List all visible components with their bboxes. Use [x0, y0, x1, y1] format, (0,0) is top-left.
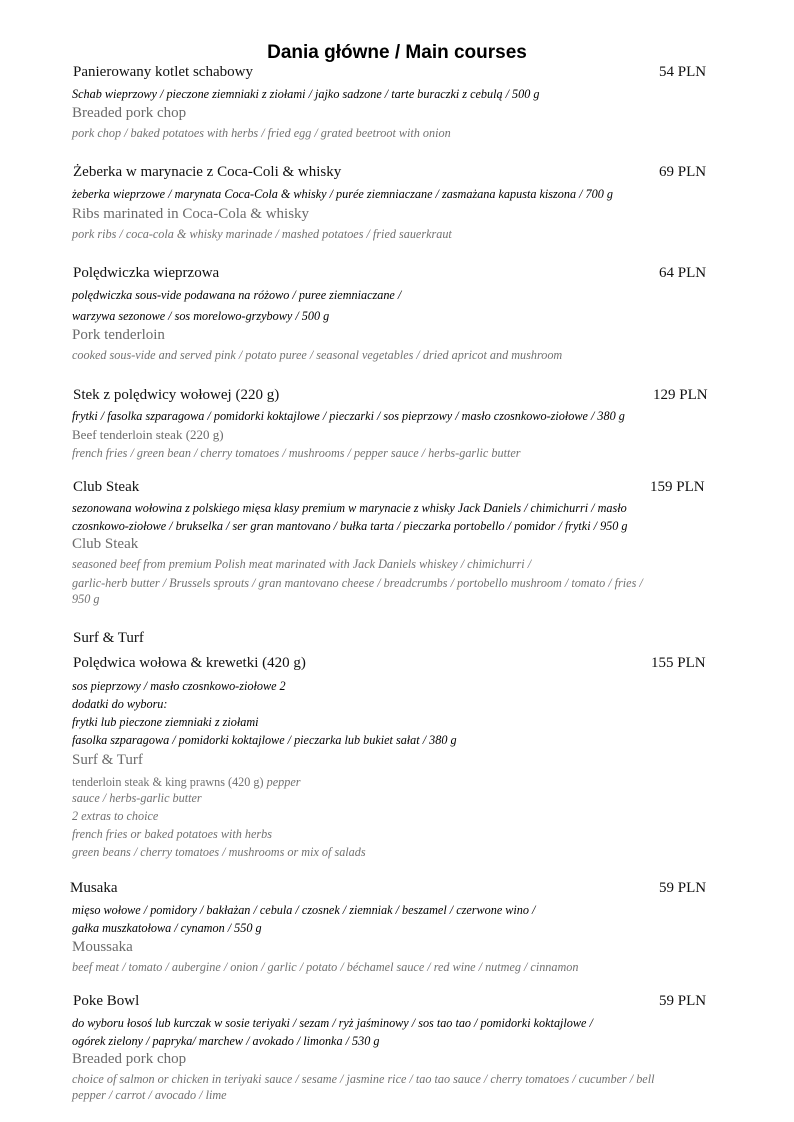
dish-price: 129 PLN	[653, 387, 708, 403]
dish-desc-pl: Schab wieprzowy / pieczone ziemniaki z ziołami / jajko sadzone / tarte buraczki z cebulą / 500 g	[72, 87, 540, 101]
dish-price: 54 PLN	[659, 64, 707, 80]
dish-price: 59 PLN	[659, 993, 707, 1009]
dish-desc-en: beef meat / tomato / aubergine / onion / garlic / potato / béchamel sauce / red wine / nutmeg / cinnamon	[72, 960, 579, 974]
dish-desc-en-tail: pepper	[263, 775, 301, 789]
dish-name-en: Beef tenderloin steak (220 g)	[72, 427, 224, 442]
dish-desc-pl: polędwiczka sous-vide podawana na różowo / puree ziemniaczane /	[72, 288, 402, 302]
dish-desc-pl: sos pieprzowy / masło czosnkowo-ziołowe 2	[72, 679, 286, 693]
dish-desc-en: pork ribs / coca-cola & whisky marinade / mashed potatoes / fried sauerkraut	[72, 227, 452, 241]
dish-desc-pl: fasolka szparagowa / pomidorki koktajlowe / pieczarka lub bukiet sałat / 380 g	[72, 733, 457, 747]
dish-desc-en: 950 g	[72, 592, 100, 606]
dish-desc-en: french fries or baked potatoes with herbs	[72, 827, 272, 841]
dish-desc-en: sauce / herbs-garlic butter	[72, 791, 202, 805]
dish-name-en: Pork tenderloin	[72, 327, 165, 343]
page-title: Dania główne / Main courses	[267, 42, 527, 63]
dish-desc-en: seasoned beef from premium Polish meat marinated with Jack Daniels whiskey / chimichurri /	[72, 557, 532, 571]
dish-name-pl: Żeberka w marynacie z Coca-Coli & whisky	[73, 164, 342, 180]
dish-name-pl: Club Steak	[73, 479, 140, 495]
dish-name-pl: Polędwiczka wieprzowa	[73, 265, 220, 281]
dish-desc-pl: do wyboru łosoś lub kurczak w sosie teriyaki / sezam / ryż jaśminowy / sos tao tao / pomidorki koktajlowe /	[72, 1016, 593, 1030]
section-label: Surf & Turf	[73, 630, 144, 646]
dish-desc-en: 2 extras to choice	[72, 809, 159, 823]
dish-desc-en: choice of salmon or chicken in teriyaki sauce / sesame / jasmine rice / tao tao sauce / cherry tomatoes / cucumber / bell	[72, 1072, 655, 1086]
dish-name-en: Club Steak	[72, 536, 139, 552]
dish-desc-en: pepper / carrot / avocado / lime	[72, 1088, 227, 1102]
dish-name-en: Moussaka	[72, 939, 133, 955]
dish-name-pl: Polędwica wołowa & krewetki (420 g)	[73, 655, 306, 671]
dish-desc-pl: żeberka wieprzowe / marynata Coca-Cola & whisky / purée ziemniaczane / zasmażana kapusta kiszona / 700 g	[72, 187, 613, 201]
dish-name-en: Breaded pork chop	[72, 1051, 187, 1067]
dish-desc-pl: sezonowana wołowina z polskiego mięsa klasy premium w marynacie z whisky Jack Daniels / chimichurri / masło	[72, 501, 627, 515]
dish-price: 69 PLN	[659, 164, 707, 180]
dish-desc-pl: gałka muszkatołowa / cynamon / 550 g	[72, 921, 262, 935]
dish-name-en: Ribs marinated in Coca-Cola & whisky	[72, 206, 310, 222]
dish-name-pl: Poke Bowl	[73, 993, 140, 1009]
dish-price: 159 PLN	[650, 479, 705, 495]
dish-desc-en: green beans / cherry tomatoes / mushrooms or mix of salads	[72, 845, 366, 859]
dish-desc-pl: mięso wołowe / pomidory / bakłażan / cebula / czosnek / ziemniak / beszamel / czerwone wino /	[72, 903, 536, 917]
dish-price: 155 PLN	[651, 655, 706, 671]
dish-desc-pl: warzywa sezonowe / sos morelowo-grzybowy / 500 g	[72, 309, 330, 323]
dish-desc-pl: frytki lub pieczone ziemniaki z ziołami	[72, 715, 259, 729]
dish-desc-en: french fries / green bean / cherry tomatoes / mushrooms / pepper sauce / herbs-garlic butter	[72, 446, 521, 460]
dish-desc-pl: frytki / fasolka szparagowa / pomidorki koktajlowe / pieczarki / sos pieprzowy / masło czosnkowo-ziołowe / 380 g	[72, 409, 625, 423]
dish-desc-pl: dodatki do wyboru:	[72, 697, 168, 711]
dish-desc-en-line	[72, 773, 300, 791]
dish-name-pl: Musaka	[70, 880, 118, 896]
dish-price: 64 PLN	[659, 265, 707, 281]
dish-name-pl: Panierowany kotlet schabowy	[73, 64, 253, 80]
dish-name-pl: Stek z polędwicy wołowej (220 g)	[73, 387, 280, 403]
dish-desc-en: garlic-herb butter / Brussels sprouts / gran mantovano cheese / breadcrumbs / portobello mushroom / tomato / fries /	[72, 576, 643, 590]
dish-desc-en: pork chop / baked potatoes with herbs / fried egg / grated beetroot with onion	[72, 126, 451, 140]
dish-name-en: Breaded pork chop	[72, 105, 187, 121]
dish-name-en: Surf & Turf	[72, 752, 143, 768]
dish-desc-pl: czosnkowo-ziołowe / brukselka / ser gran mantovano / bułka tarta / pieczarka portobello / pomidor / frytki / 950 g	[72, 519, 628, 533]
dish-desc-en: cooked sous-vide and served pink / potato puree / seasonal vegetables / dried apricot and mushroom	[72, 348, 563, 362]
dish-desc-en: tenderloin steak & king prawns (420 g)	[72, 775, 264, 789]
dish-desc-pl: ogórek zielony / papryka/ marchew / avokado / limonka / 530 g	[72, 1034, 380, 1048]
dish-price: 59 PLN	[659, 880, 707, 896]
